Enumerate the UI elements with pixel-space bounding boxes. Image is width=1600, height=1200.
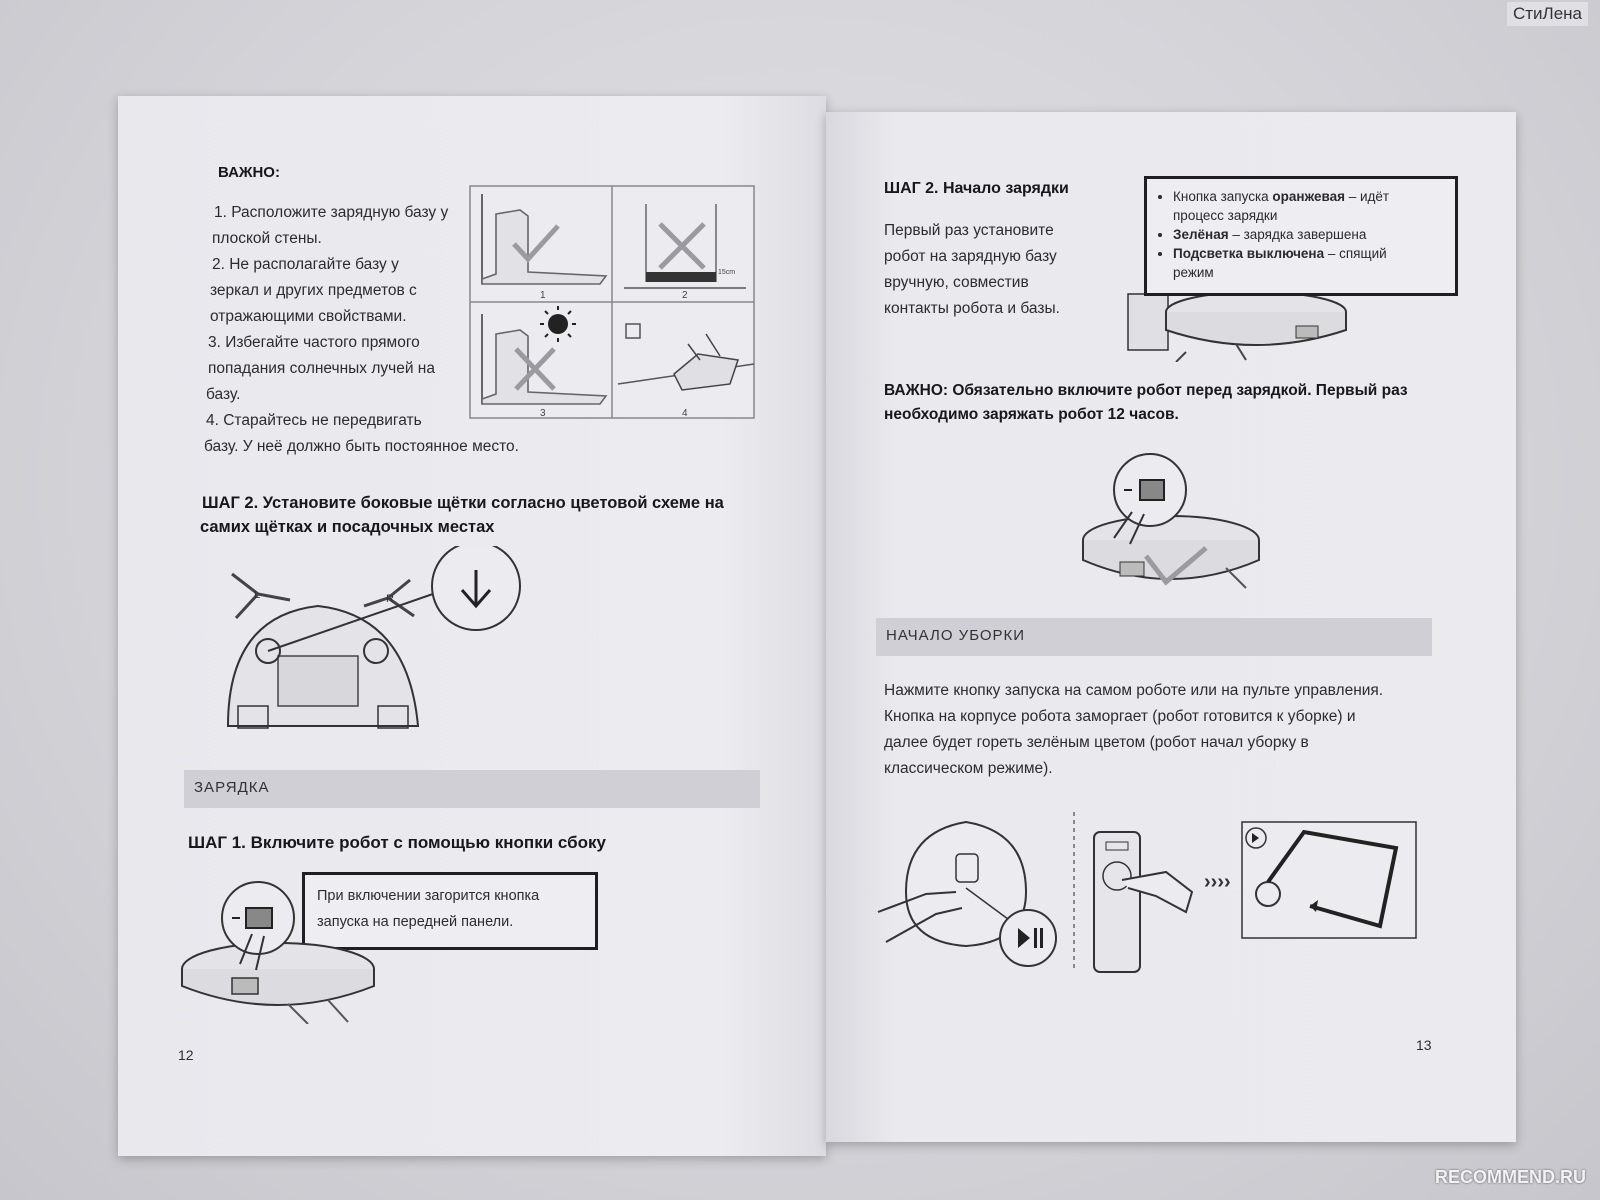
important-line-9: 4. Старайтесь не передвигать <box>206 412 422 429</box>
step2-charge-line-4: контакты робота и базы. <box>884 300 1060 317</box>
status-item-orange: • Кнопка запуска оранжевая – идёт процесс зарядки <box>1173 187 1389 225</box>
charging-section-title: ЗАРЯДКА <box>194 779 270 796</box>
brush-right-label: R <box>386 593 394 605</box>
important-line-5: отражающими свойствами. <box>210 308 407 325</box>
important-line-3: 2. Не располагайте базу у <box>212 256 399 273</box>
step1-heading: ШАГ 1. Включите робот с помощью кнопки сбоку <box>188 833 606 852</box>
important-line-1: 1. Расположите зарядную базу у <box>214 204 449 221</box>
right-page <box>826 112 1516 1142</box>
side-brush-figure <box>218 546 538 736</box>
charge-status-list <box>1151 187 1389 282</box>
robot-button-figure <box>1076 452 1266 602</box>
figure-number-2: 2 <box>682 290 688 301</box>
robot-power-figure <box>178 874 388 1024</box>
important-line-10: базу. У неё должно быть постоянное место. <box>204 438 519 455</box>
cleaning-line-2: Кнопка на корпусе робота заморгает (робот готовится к уборке) и <box>884 708 1356 725</box>
figure-measure: 15cm <box>718 269 736 276</box>
right-page-number: 13 <box>1416 1037 1432 1053</box>
cleaning-section-bar <box>876 618 1432 656</box>
status-item-green: • Зелёная – зарядка завершена <box>1173 225 1389 244</box>
important-charge-line-2: необходимо заряжать робот 12 часов. <box>884 406 1179 423</box>
cleaning-line-3: далее будет гореть зелёным цветом (робот начал уборку в <box>884 734 1309 751</box>
recommend-logo: RECOMMEND.RU <box>1435 1167 1586 1187</box>
step2-line-2: самих щётках и посадочных местах <box>200 518 495 536</box>
important-line-2: плоской стены. <box>212 230 322 247</box>
important-line-4: зеркал и других предметов с <box>210 282 417 299</box>
step1-box-line-2: запуска на передней панели. <box>317 914 514 930</box>
watermark-top: СтиЛена <box>1507 2 1588 26</box>
important-line-7: попадания солнечных лучей на <box>208 360 435 377</box>
step2-charge-line-2: робот на зарядную базу <box>884 248 1057 265</box>
status-item-off: • Подсветка выключена – спящий режим <box>1173 244 1389 282</box>
important-heading: ВАЖНО: <box>218 164 280 181</box>
step2-charge-line-1: Первый раз установите <box>884 222 1054 239</box>
brush-left-label: L <box>254 589 261 601</box>
charge-status-box <box>1144 176 1458 296</box>
start-cleaning-figure <box>866 802 1446 982</box>
charging-section-bar <box>184 770 760 808</box>
figure-number-3: 3 <box>540 408 546 419</box>
important-line-6: 3. Избегайте частого прямого <box>208 334 420 351</box>
figure-number-4: 4 <box>682 408 688 419</box>
important-charge-line-1: ВАЖНО: Обязательно включите робот перед зарядкой. Первый раз <box>884 382 1408 399</box>
figure-number-1: 1 <box>540 290 546 301</box>
cleaning-line-4: классическом режиме). <box>884 760 1053 777</box>
cleaning-line-1: Нажмите кнопку запуска на самом роботе или на пульте управления. <box>884 682 1384 699</box>
important-line-8: базу. <box>206 386 241 403</box>
left-page-number: 12 <box>178 1047 194 1063</box>
step2-line-1: ШАГ 2. Установите боковые щётки согласно цветовой схеме на <box>202 494 724 512</box>
step1-box-line-1: При включении загорится кнопка <box>317 888 540 904</box>
arrows-symbol: ›››› <box>1204 871 1231 893</box>
step2-charge-line-3: вручную, совместив <box>884 274 1029 291</box>
base-placement-figure <box>468 184 758 424</box>
left-page <box>118 96 826 1156</box>
cleaning-section-title: НАЧАЛО УБОРКИ <box>886 627 1026 644</box>
step2-charge-heading: ШАГ 2. Начало зарядки <box>884 180 1069 197</box>
